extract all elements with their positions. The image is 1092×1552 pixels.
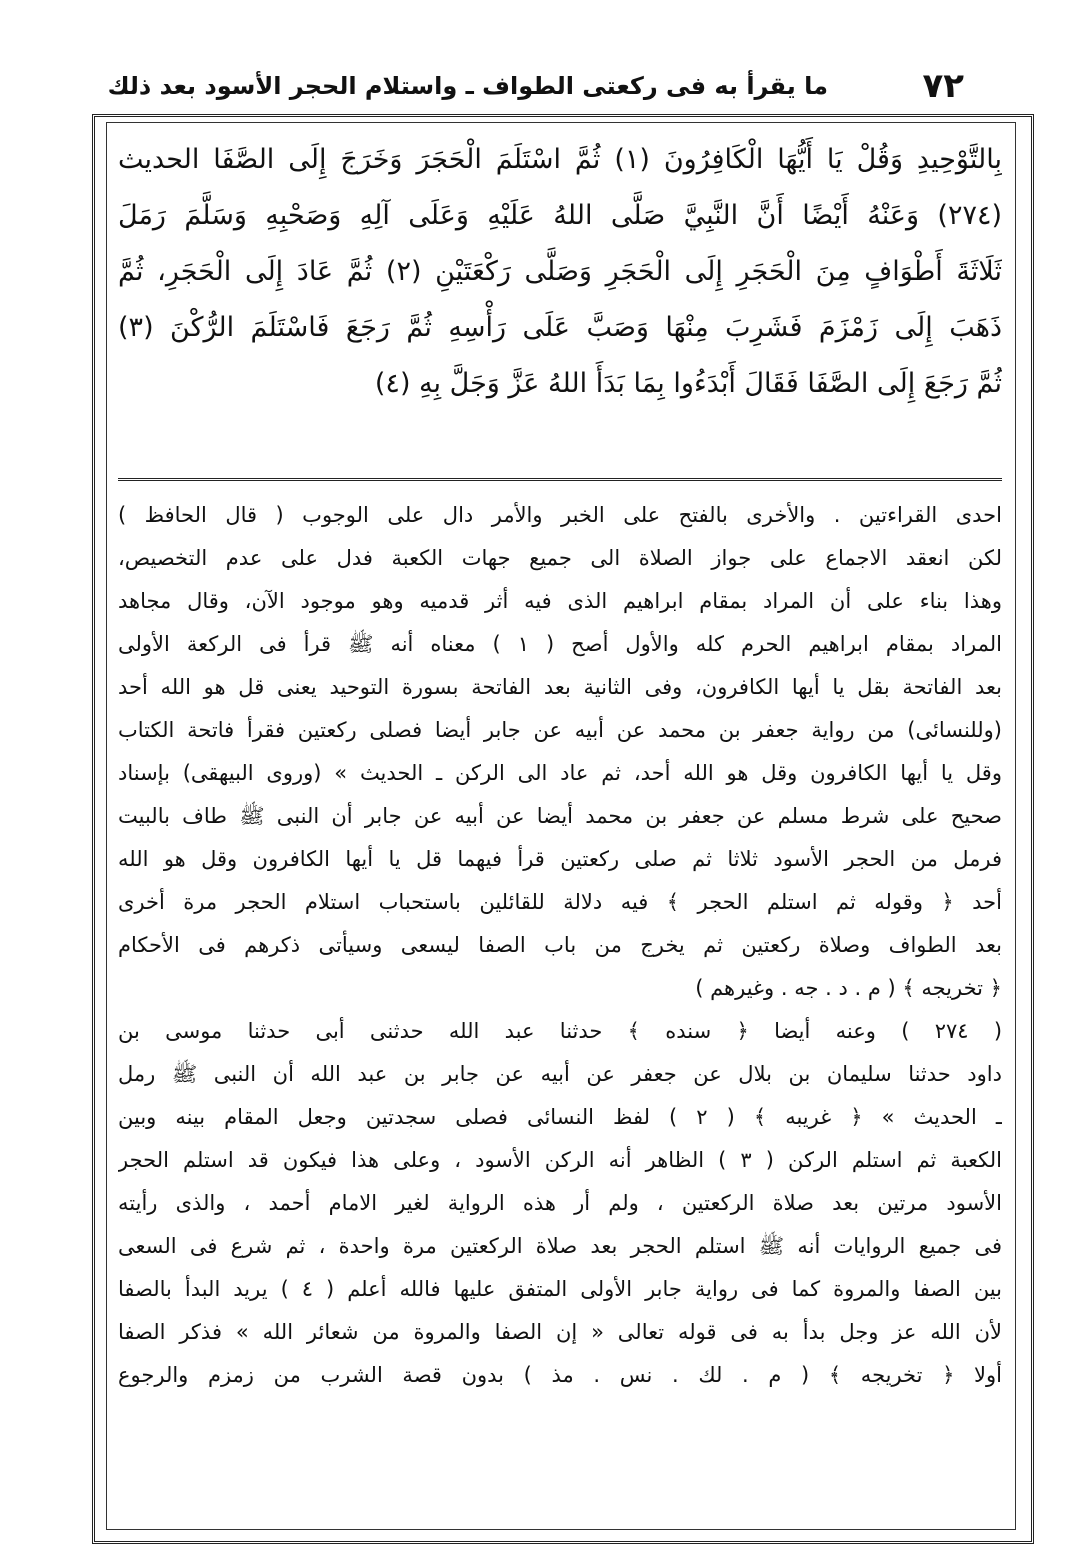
page-number: ٧٢ [922,66,964,106]
commentary-line: بعد الفاتحة بقل يا أيها الكافرون، وفى الثانية بعد الفاتحة بسورة التوحيد يعنى قل هو الله أحد [118,675,1002,699]
commentary-line: الأسود مرتين بعد صلاة الركعتين ، ولم أر هذه الرواية لغير الامام أحمد ، والذى رأيته [118,1191,1002,1215]
commentary-line: ﴿ تخريجه ﴾ ( م . د . جه . وغيرهم ) [695,976,1002,1000]
hadith-line: ثَلَاثَةَ أَطْوَافٍ مِنَ الْحَجَرِ إِلَى الْحَجَرِ وَصَلَّى رَكْعَتَيْنِ (٢) ثُمَّ عَادَ إِلَى الْحَجَرِ، ثُمَّ [118,256,1002,287]
hadith-line: (٢٧٤) وَعَنْهُ أَيْضًا أَنَّ النَّبِيَّ صَلَّى اللهُ عَلَيْهِ وَعَلَى آلِهِ وَصَحْبِهِ وَسَلَّمَ رَمَلَ [118,200,1002,231]
commentary-block [118,494,1002,1528]
running-title: ما يقرأ به فى ركعتى الطواف ـ واستلام الحجر الأسود بعد ذلك [107,72,828,100]
commentary-line: ـ الحديث » ﴿ غريبه ﴾ ( ٢ ) لفظ النسائى فصلى سجدتين وجعل المقام بينه وبين [118,1105,1002,1129]
commentary-line: وقل يا أيها الكافرون وقل هو الله أحد، ثم عاد الى الركن ـ الحديث » (وروى البيهقى) بإسناد [118,761,1002,785]
commentary-line: أحد ﴿ وقوله ثم استلم الحجر ﴾ فيه دلالة للقائلين باستحباب استلام الحجر مرة أخرى [118,890,1002,914]
commentary-line: فى جميع الروايات أنه ﷺ استلم الحجر بعد صلاة الركعتين مرة واحدة ، ثم شرع فى السعى [118,1234,1002,1258]
commentary-line: داود حدثنا سليمان بن بلال عن جعفر عن أبيه عن جابر بن عبد الله أن النبى ﷺ رمل [118,1062,1002,1086]
commentary-line: المراد بمقام ابراهيم الحرم كله والأول أصح ( ١ ) معناه أنه ﷺ قرأ فى الركعة الأولى [118,632,1002,656]
commentary-line: احدى القراءتين . والأخرى بالفتح على الخبر والأمر دال على الوجوب ( قال الحافظ ) [118,503,1002,527]
commentary-line: بين الصفا والمروة كما فى رواية جابر الأولى المتفق عليها فالله أعلم ( ٤ ) يريد البدأ بالصفا [118,1277,1002,1301]
hadith-line: بِالتَّوْحِيدِ وَقُلْ يَا أَيُّهَا الْكَافِرُونَ (١) ثُمَّ اسْتَلَمَ الْحَجَرَ وَخَرَجَ إِلَى الصَّفَا الحديث [118,144,1002,175]
hadith-line: ذَهَبَ إِلَى زَمْزَمَ فَشَرِبَ مِنْهَا وَصَبَّ عَلَى رَأْسِهِ ثُمَّ رَجَعَ فَاسْتَلَمَ الرُّكْنَ (٣) [118,312,1002,343]
commentary-line: أولا ﴿ تخريجه ﴾ ( م . لك . نس . مذ ) بدون قصة الشرب من زمزم والرجوع [118,1363,1002,1387]
hadith-line: ثُمَّ رَجَعَ إِلَى الصَّفَا فَقَالَ أَبْدَءُوا بِمَا بَدَأَ اللهُ عَزَّ وَجَلَّ بِهِ (٤) [374,368,1002,399]
commentary-line: لكن انعقد الاجماع على جواز الصلاة الى جميع جهات الكعبة فدل على عدم التخصيص، [118,546,1002,570]
commentary-line: لأن الله عز وجل بدأ به فى قوله تعالى « إن الصفا والمروة من شعائر الله » فذكر الصفا [118,1320,1002,1344]
commentary-line: (وللنسائى) من رواية جعفر بن محمد عن أبيه عن جابر أيضا فصلى ركعتين فقرأ فاتحة الكتاب [118,718,1002,742]
hadith-text-block [118,132,1002,472]
commentary-line: صحيح على شرط مسلم عن جعفر بن محمد أيضا عن أبيه عن جابر أن النبى ﷺ طاف بالبيت [118,804,1002,828]
commentary-line: ( ٢٧٤ ) وعنه أيضا ﴿ سنده ﴾ حدثنا عبد الله حدثنى أبى حدثنا موسى بن [118,1019,1002,1043]
page-header [107,62,968,108]
commentary-line: فرمل من الحجر الأسود ثلاثا ثم صلى ركعتين قرأ فيهما قل يا أيها الكافرون وقل هو الله [118,847,1002,871]
commentary-line: بعد الطواف وصلاة ركعتين ثم يخرج من باب الصفا ليسعى وسيأتى ذكرهم فى الأحكام [118,933,1002,957]
section-divider [118,478,1002,481]
commentary-line: الكعبة ثم استلم الركن ( ٣ ) الظاهر أنه الركن الأسود ، وعلى هذا فيكون قد استلم الحجر [118,1148,1002,1172]
commentary-line: وهذا بناء على أن المراد بمقام ابراهيم الذى فيه أثر قدميه وهو موجود الآن، وقال مجاهد [118,589,1002,613]
